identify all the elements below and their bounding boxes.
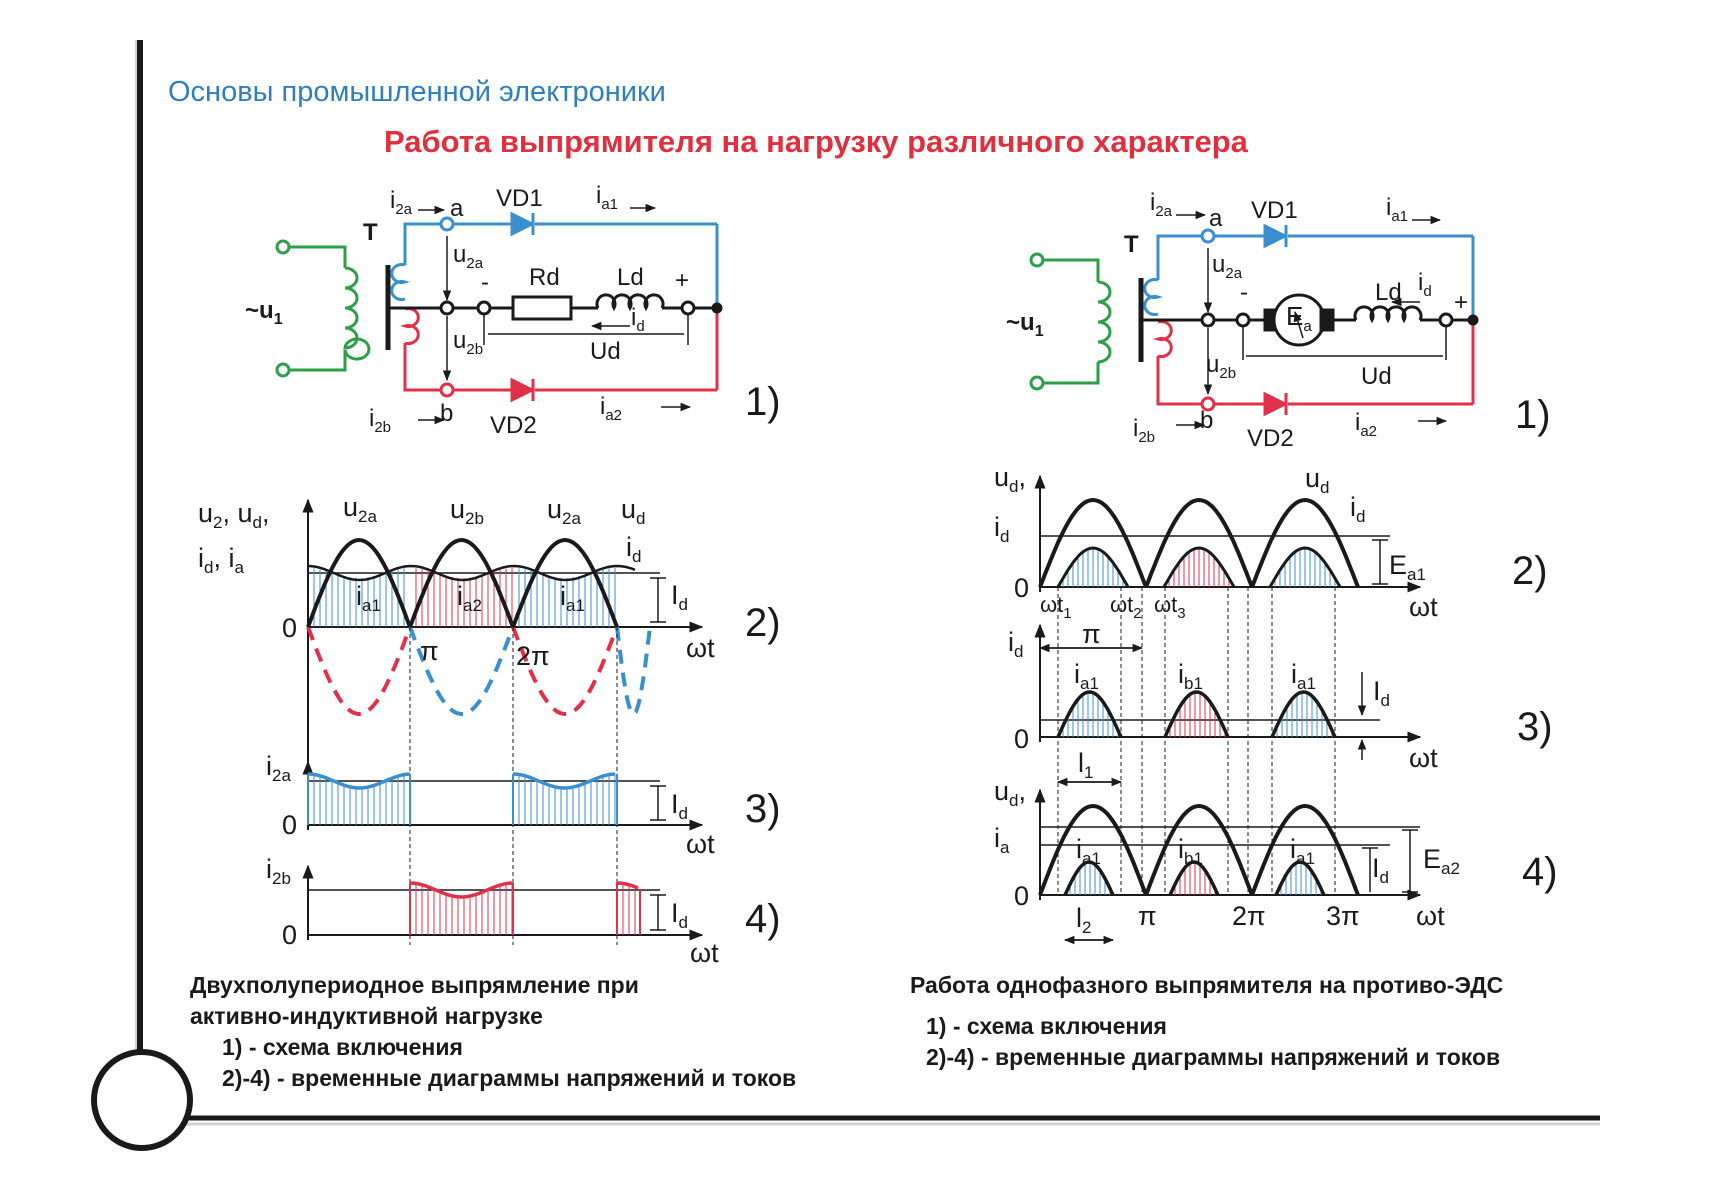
left-caption-line4: 2)-4) - временные диаграммы напряжений и токов xyxy=(222,1065,797,1091)
svg-text:ωt: ωt xyxy=(1409,743,1438,773)
svg-text:ia1: $i_{a1}$ xyxy=(356,581,381,615)
u2a-negative-half xyxy=(617,627,650,714)
u2b-negative-half xyxy=(308,627,410,714)
svg-text:ia: $i_a$ xyxy=(994,823,1010,857)
svg-text:2π: 2π xyxy=(516,641,550,671)
svg-text:id, ia: $i_d$, $i_a$ xyxy=(198,543,244,577)
svg-text:id: $i_d$ xyxy=(994,512,1010,546)
right-caption-line1: Работа однофазного выпрямителя на противо-ЭДС xyxy=(910,972,1504,998)
right-caption xyxy=(910,970,1670,1073)
svg-text:ωt3: $\omega t_3$ xyxy=(1154,592,1186,622)
svg-text:0: 0 xyxy=(282,920,298,950)
svg-text:i2a: $i_{2a}$ xyxy=(390,187,413,218)
svg-text:Id: $I_d$ xyxy=(1373,676,1390,710)
id-pulse xyxy=(1058,692,1121,737)
svg-text:Ld: Ld xyxy=(1375,279,1402,306)
svg-text:u2, ud,: $u_2$, $u_d$, xyxy=(198,498,270,532)
svg-text:π: π xyxy=(420,636,439,666)
svg-text:Id: $I_d$ xyxy=(671,898,688,932)
i2b-pulse xyxy=(617,883,638,888)
svg-text:u2b: $u_{2b}$ xyxy=(450,494,484,528)
svg-text:ia1: $i_{a1}$ xyxy=(1074,659,1099,693)
id-pulse xyxy=(1165,692,1228,737)
svg-text:Ea1: $E_{a1}$ xyxy=(1389,550,1426,584)
left-graph4-curves xyxy=(410,883,640,935)
svg-text:b: b xyxy=(440,400,454,427)
svg-text:l2: $l_2$ xyxy=(1076,903,1092,937)
left-fig3-number: 3) xyxy=(745,787,781,831)
svg-text:ia1: $i_{a1}$ xyxy=(1290,834,1315,868)
id-pulse xyxy=(1272,692,1335,737)
svg-text:ia1: $i_{a1}$ xyxy=(596,182,619,213)
svg-text:Ea: $E_a$ xyxy=(1286,301,1312,335)
svg-text:-: - xyxy=(1240,279,1248,306)
left-fig2-number: 2) xyxy=(745,601,781,645)
svg-text:ia1: $i_{a1}$ xyxy=(1386,194,1409,225)
svg-text:-: - xyxy=(481,269,489,296)
svg-text:i2b: $i_{2b}$ xyxy=(266,854,291,888)
right-fig4-number: 4) xyxy=(1522,850,1558,894)
svg-text:0: 0 xyxy=(1014,881,1030,911)
svg-text:ia2: $i_{a2}$ xyxy=(1355,409,1378,440)
svg-text:id: $i_d$ xyxy=(626,532,642,566)
left-caption-line2: активно-индуктивной нагрузке xyxy=(190,1003,543,1029)
svg-text:~u1: $\sim u_1$ xyxy=(245,297,283,328)
svg-text:i2a: $i_{2a}$ xyxy=(266,751,291,785)
svg-text:ia2: $i_{a2}$ xyxy=(457,581,482,615)
left-primary-winding xyxy=(277,241,369,376)
svg-text:ωt: ωt xyxy=(1416,901,1445,931)
slide-title: Работа выпрямителя на нагрузку различного характера xyxy=(384,124,1248,159)
svg-text:id: $i_d$ xyxy=(1008,627,1024,661)
left-caption-line1: Двухполупериодное выпрямление при xyxy=(190,972,639,998)
svg-text:~u1: $\sim u_1$ xyxy=(1006,309,1044,340)
svg-text:VD1: VD1 xyxy=(496,185,543,212)
right-fig1-number: 1) xyxy=(1515,393,1551,437)
svg-text:0: 0 xyxy=(1014,724,1030,754)
left-fig1-number: 1) xyxy=(745,380,781,424)
svg-text:u2a: $u_{2a}$ xyxy=(453,241,484,272)
svg-text:i2b: $i_{2b}$ xyxy=(1133,415,1156,446)
svg-text:ib1: $i_{b1}$ xyxy=(1178,659,1203,693)
left-lower-secondary xyxy=(405,308,717,396)
svg-text:+: + xyxy=(1454,289,1469,316)
left-caption-line3: 1) - схема включения xyxy=(222,1034,463,1060)
svg-text:ωt: ωt xyxy=(686,829,715,859)
svg-text:+: + xyxy=(675,267,690,294)
svg-text:Ld: Ld xyxy=(617,264,644,291)
left-graph2-labels xyxy=(198,492,781,671)
svg-text:ωt: ωt xyxy=(690,938,719,968)
right-caption-line3: 2)-4) - временные диаграммы напряжений и токов xyxy=(926,1044,1501,1070)
svg-text:3π: 3π xyxy=(1326,901,1360,931)
left-graph4-axes xyxy=(308,866,702,940)
svg-text:u2b: $u_{2b}$ xyxy=(1206,351,1237,382)
svg-text:Rd: Rd xyxy=(529,264,560,291)
right-graph4-labels xyxy=(994,776,1558,937)
svg-text:id: $i_d$ xyxy=(631,304,645,335)
left-fig4-number: 4) xyxy=(745,897,781,941)
left-upper-secondary xyxy=(392,218,717,308)
right-fig3-number: 3) xyxy=(1517,705,1553,749)
svg-text:ud,: $u_d$, xyxy=(994,776,1027,810)
svg-text:ud: $u_d$ xyxy=(1305,463,1330,497)
left-graph4-labels xyxy=(266,854,781,968)
svg-text:l1: $l_1$ xyxy=(1078,748,1094,782)
svg-text:Ud: Ud xyxy=(1361,363,1392,390)
left-circuit xyxy=(277,208,721,420)
svg-text:0: 0 xyxy=(282,810,298,840)
svg-text:VD2: VD2 xyxy=(490,412,537,439)
svg-text:u2a: $u_{2a}$ xyxy=(547,494,581,528)
left-caption xyxy=(190,970,890,1094)
svg-text:u2a: $u_{2a}$ xyxy=(1212,251,1243,282)
svg-text:ωt: ωt xyxy=(686,633,715,663)
subject-title: Основы промышленной электроники xyxy=(168,76,666,108)
frame-circle-icon xyxy=(94,1052,190,1148)
svg-text:id: $i_d$ xyxy=(1350,492,1366,526)
svg-text:ωt2: $\omega t_2$ xyxy=(1110,592,1142,622)
svg-text:0: 0 xyxy=(1014,573,1030,603)
svg-text:Id: $I_d$ xyxy=(1372,853,1389,887)
left-graph3-labels xyxy=(266,751,781,859)
right-graph2-curves xyxy=(1040,500,1358,587)
svg-text:i2b: $i_{2b}$ xyxy=(369,405,392,436)
svg-text:ud,: $u_d$, xyxy=(994,462,1027,496)
svg-text:T: T xyxy=(1124,231,1139,258)
left-transformer-label: T xyxy=(363,219,378,246)
svg-text:ia1: $i_{a1}$ xyxy=(1076,834,1101,868)
svg-text:a: a xyxy=(1209,205,1223,232)
right-graph3-labels xyxy=(1008,619,1553,782)
svg-text:b: b xyxy=(1200,407,1214,434)
right-fig2-number: 2) xyxy=(1512,549,1548,593)
svg-text:Id: $I_d$ xyxy=(671,580,688,614)
svg-text:VD2: VD2 xyxy=(1247,425,1294,452)
right-caption-line2: 1) - схема включения xyxy=(926,1013,1167,1039)
svg-text:VD1: VD1 xyxy=(1251,197,1298,224)
svg-text:ωt1: $\omega t_1$ xyxy=(1040,592,1072,622)
svg-text:0: 0 xyxy=(282,613,298,643)
svg-text:π: π xyxy=(1082,619,1101,649)
svg-text:Id: $I_d$ xyxy=(671,789,688,823)
svg-text:π: π xyxy=(1138,901,1157,931)
svg-text:ia2: $i_{a2}$ xyxy=(600,393,623,424)
svg-text:ia1: $i_{a1}$ xyxy=(1291,659,1316,693)
left-graph3-axes xyxy=(308,762,702,830)
svg-text:a: a xyxy=(450,195,464,222)
svg-text:ωt: ωt xyxy=(1409,592,1438,622)
svg-text:ia1: $i_{a1}$ xyxy=(560,581,585,615)
svg-text:Ea2: $E_{a2}$ xyxy=(1423,844,1460,878)
right-graph3-curves xyxy=(1058,692,1335,737)
svg-text:Ud: Ud xyxy=(590,338,621,365)
svg-text:id: $i_d$ xyxy=(1418,269,1432,300)
svg-text:i2a: $i_{2a}$ xyxy=(1150,189,1173,220)
svg-text:2π: 2π xyxy=(1232,901,1266,931)
svg-text:u2b: $u_{2b}$ xyxy=(453,327,484,358)
svg-text:u2a: $u_{2a}$ xyxy=(343,492,377,526)
svg-text:ud: $u_d$ xyxy=(621,494,646,528)
svg-text:ib1: $i_{b1}$ xyxy=(1178,834,1203,868)
right-circuit xyxy=(1031,215,1477,425)
